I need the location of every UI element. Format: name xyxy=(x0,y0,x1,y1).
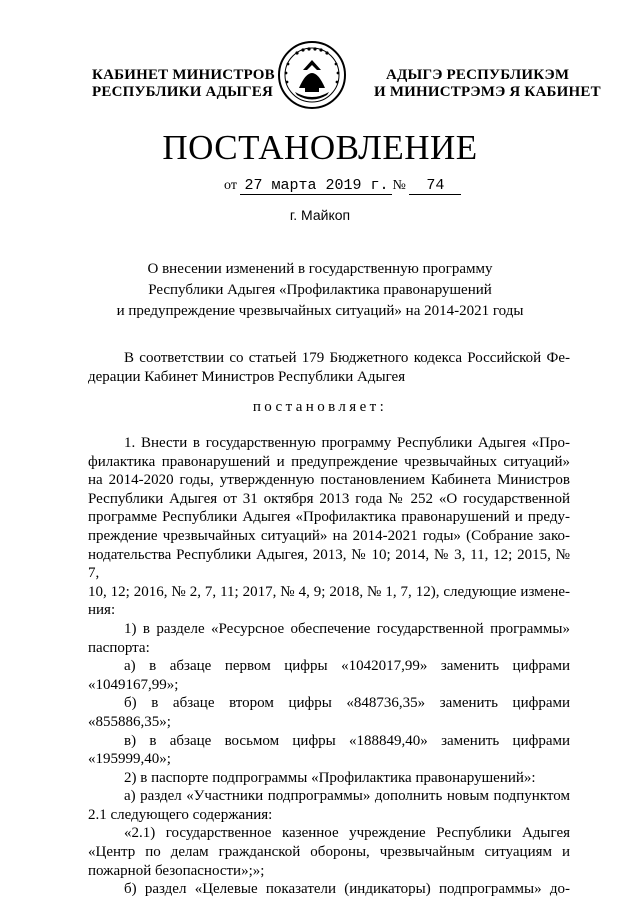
body-line: нодательства Республики Адыгея, 2013, № 10; 2014, № 3, 11, 12; 2015, № 7, xyxy=(88,546,570,582)
body-line: а) раздел «Участники подпрограммы» дополнить новым подпунктом xyxy=(124,788,570,805)
body-line: «Центр по делам гражданской обороны, чрезвычайным ситуациям и xyxy=(88,844,570,861)
body-line: паспорта: xyxy=(88,639,150,656)
body-line: б) раздел «Целевые показатели (индикаторы) подпрограммы» до- xyxy=(124,881,570,898)
body-line: 2.1 следующего содержания: xyxy=(88,806,273,823)
body-line: «2.1) государственное казенное учреждение Республики Адыгея xyxy=(124,825,570,842)
body-line: а) в абзаце первом цифры «1042017,99» заменить цифрами xyxy=(124,658,570,675)
preamble-line-2: дерации Кабинет Министров Республики Адыгея xyxy=(88,368,406,385)
body-line: «1049167,99»; xyxy=(88,676,179,693)
issuer-adyghe-line-2: И МИНИСТРЭМЭ Я КАБИНЕТ xyxy=(374,84,601,100)
body-line: в) в абзаце восьмом цифры «188849,40» заменить цифрами xyxy=(124,732,570,749)
coat-of-arms-icon xyxy=(277,40,347,110)
body-line: пожарной безопасности»;»; xyxy=(88,862,265,879)
body-line: программе Республики Адыгея «Профилактика правонарушений и преду- xyxy=(88,509,570,526)
date-from-label: от xyxy=(224,178,237,193)
body-line: 2) в паспорте подпрограммы «Профилактика правонарушений»: xyxy=(124,769,536,786)
issuer-line-2: РЕСПУБЛИКИ АДЫГЕЯ xyxy=(92,84,274,100)
issuer-line-1: КАБИНЕТ МИНИСТРОВ xyxy=(92,67,275,83)
body-line: 1) в разделе «Ресурсное обеспечение государственной программы» xyxy=(124,620,570,637)
body-text xyxy=(88,434,570,899)
date-line xyxy=(224,178,461,195)
preamble xyxy=(88,349,570,386)
document-number: 74 xyxy=(409,178,461,195)
date-value: 27 марта 2019 г. xyxy=(240,178,392,195)
issuer-adyghe-line-1: АДЫГЭ РЕСПУБЛИКЭМ xyxy=(386,67,570,83)
number-label: № xyxy=(392,178,406,193)
issuer-name-adyghe xyxy=(374,67,601,101)
issuer-name-russian xyxy=(92,67,275,101)
document-subject xyxy=(60,259,580,322)
body-line: б) в абзаце втором цифры «848736,35» заменить цифрами xyxy=(124,695,570,712)
resolves-heading: постановляет: xyxy=(252,399,388,415)
body-line: 1. Внести в государственную программу Республики Адыгея «Про- xyxy=(124,435,570,451)
body-line: «855886,35»; xyxy=(88,713,171,730)
preamble-line-1: В соответствии со статьей 179 Бюджетного кодекса Российской Фе- xyxy=(124,350,570,366)
subject-line-3: и предупреждение чрезвычайных ситуаций» на 2014-2021 годы xyxy=(116,303,524,319)
body-line: «195999,40»; xyxy=(88,751,171,768)
body-line: 10, 12; 2016, № 2, 7, 11; 2017, № 4, 9; 2018, № 1, 7, 12), следующие измене- xyxy=(88,583,570,600)
body-line: на 2014-2020 годы, утвержденную постановлением Кабинета Министров xyxy=(88,472,570,489)
city: г. Майкоп xyxy=(289,207,351,223)
body-line: ния: xyxy=(88,602,116,619)
body-line: Республики Адыгея от 31 октября 2013 года № 252 «О государственной xyxy=(88,490,570,507)
document-title: ПОСТАНОВЛЕНИЕ xyxy=(162,128,478,167)
subject-line-1: О внесении изменений в государственную программу xyxy=(147,261,493,277)
body-line: филактика правонарушений и предупреждение чрезвычайных ситуаций» xyxy=(88,453,570,470)
body-line: преждение чрезвычайных ситуаций» на 2014-2021 годы» (Собрание зако- xyxy=(88,527,570,544)
subject-line-2: Республики Адыгея «Профилактика правонарушений xyxy=(148,282,492,298)
